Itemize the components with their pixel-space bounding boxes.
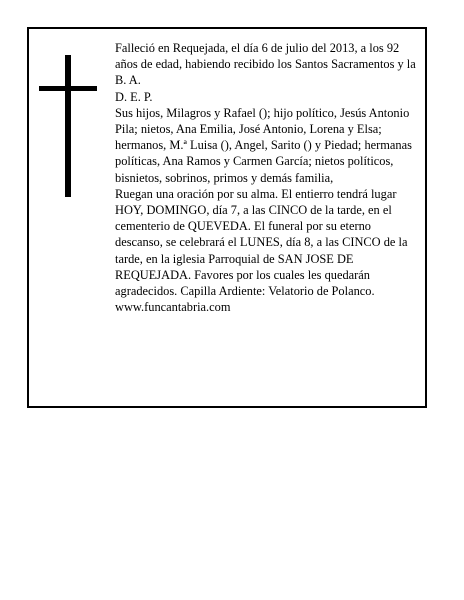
cross-horizontal-bar	[39, 86, 97, 91]
website-url: www.funcantabria.com	[115, 300, 231, 315]
notice-text	[115, 40, 421, 315]
rest-in-peace: D. E. P.	[115, 89, 153, 104]
obituary-notice	[27, 27, 427, 408]
death-announcement: Falleció en Requejada, el día 6 de julio del 2013, a los 92 años de edad, habiendo recibido los Santos Sacramentos y la B. A.	[115, 41, 416, 88]
cross-vertical-bar	[65, 55, 71, 197]
cross-icon	[39, 55, 97, 197]
funeral-details: Ruegan una oración por su alma. El entierro tendrá lugar HOY, DOMINGO, día 7, a las CINCO de la tarde, en el cementerio de QUEVEDA. El funeral por su eterno descanso, se celebrará el LUNES, día 8, a las CINCO de la tarde, en la iglesia Parroquial de SAN JOSE DE REQUEJADA. Favores por los cuales les quedarán agradecidos. Capilla Ardiente: Velatorio de Polanco.	[115, 186, 408, 299]
family-list: Sus hijos, Milagros y Rafael (); hijo político, Jesús Antonio Pila; nietos, Ana Emilia, José Antonio, Lorena y Elsa; hermanos, M.ª Luisa (), Angel, Sarito () y Piedad; hermanas políticas, Ana Ramos y Carmen García; nietos políticos, bisnietos, sobrinos, primos y demás familia,	[115, 105, 412, 185]
